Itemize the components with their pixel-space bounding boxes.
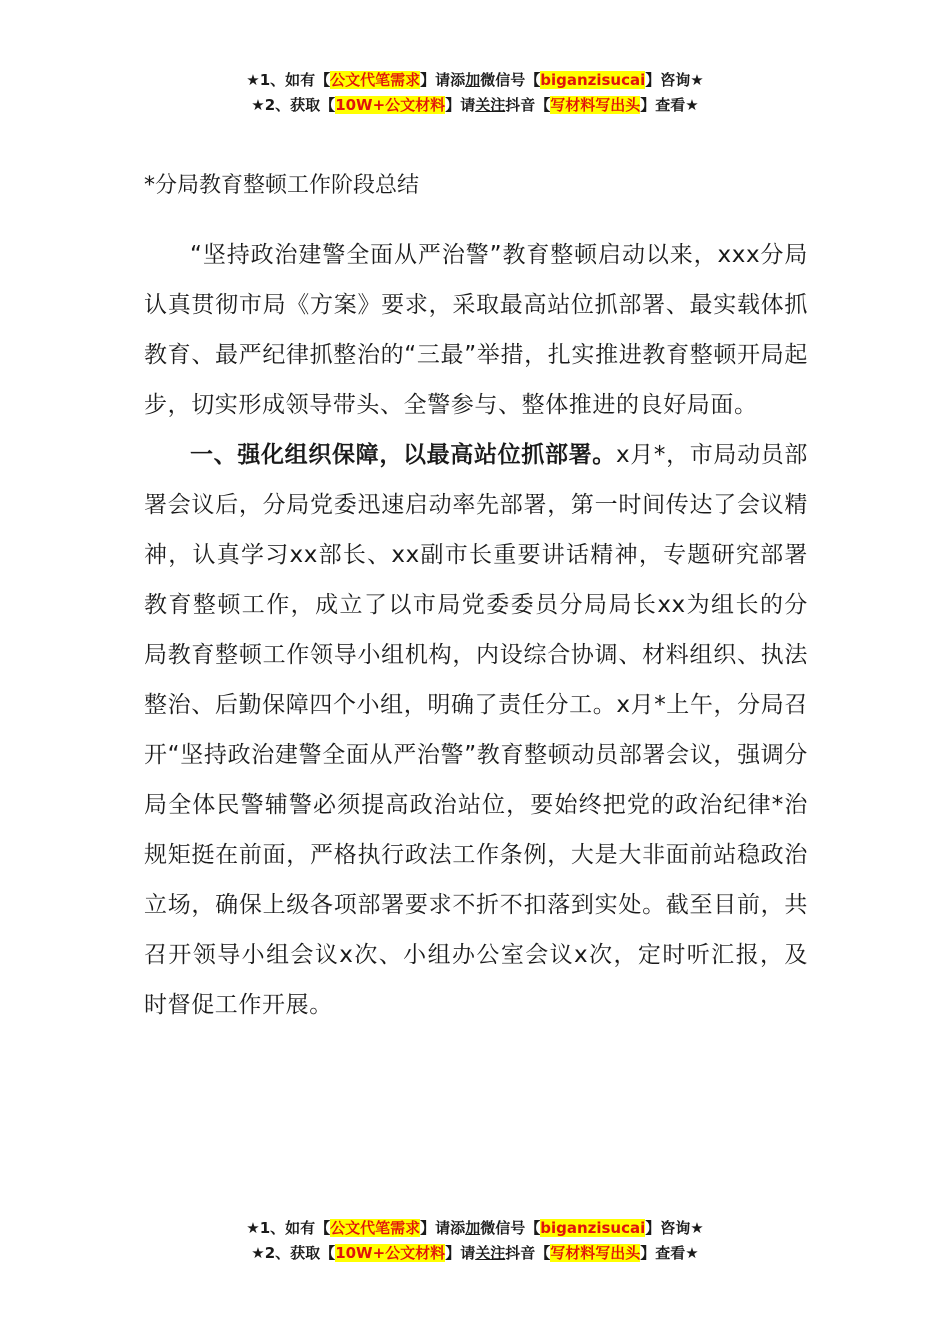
banner-text: 】请 bbox=[445, 96, 476, 114]
banner-highlight: biganzisucai bbox=[540, 1219, 646, 1237]
banner-text: ★2、获取【 bbox=[251, 96, 336, 114]
banner-highlight: biganzisucai bbox=[540, 71, 646, 89]
banner-text: 】请添 bbox=[420, 1219, 466, 1237]
banner-line-2 bbox=[0, 93, 950, 118]
banner-text: 抖音【 bbox=[505, 96, 551, 114]
banner-text: ★1、如有【 bbox=[246, 1219, 331, 1237]
banner-text: 】咨询★ bbox=[645, 1219, 704, 1237]
banner-text: 】查看★ bbox=[640, 1244, 699, 1262]
banner-highlight: 公文代笔需求 bbox=[330, 71, 421, 89]
banner-underlined-text: 加 bbox=[465, 71, 481, 89]
section-heading: 一、强化组织保障，以最高站位抓部署。 bbox=[190, 442, 616, 468]
banner-text: 】查看★ bbox=[640, 96, 699, 114]
banner-text: 微信号【 bbox=[480, 1219, 541, 1237]
banner-line-1 bbox=[0, 68, 950, 93]
banner-text: ★1、如有【 bbox=[246, 71, 331, 89]
banner-underlined-text: 关注 bbox=[475, 96, 506, 114]
banner-text: 】请 bbox=[445, 1244, 476, 1262]
banner-underlined-text: 关注 bbox=[475, 1244, 506, 1262]
bottom-banner bbox=[0, 1216, 950, 1266]
banner-line-1 bbox=[0, 1216, 950, 1241]
paragraph-section-1 bbox=[144, 430, 808, 1030]
banner-text: ★2、获取【 bbox=[251, 1244, 336, 1262]
banner-text: 】咨询★ bbox=[645, 71, 704, 89]
top-banner bbox=[0, 68, 950, 118]
section-body: x月*，市局动员部署会议后，分局党委迅速启动率先部署，第一时间传达了会议精神，认真学习xx部长、xx副市长重要讲话精神，专题研究部署教育整顿工作，成立了以市局党委委员分局局长xx为组长的分局教育整顿工作领导小组机构，内设综合协调、材料组织、执法整治、后勤保障四个小组，明确了责任分工。x月*上午，分局召开“坚持政治建警全面从严治警”教育整顿动员部署会议，强调分局全体民警辅警必须提高政治站位，要始终把党的政治纪律*治规矩挺在前面，严格执行政法工作条例，大是大非面前站稳政治立场，确保上级各项部署要求不折不扣落到实处。截至目前，共召开领导小组会议x次、小组办公室会议x次，定时听汇报，及时督促工作开展。 bbox=[144, 442, 808, 1018]
banner-highlight: 写材料写出头 bbox=[550, 1244, 641, 1262]
banner-highlight: 10W+公文材料 bbox=[335, 96, 446, 114]
document-title: *分局教育整顿工作阶段总结 bbox=[144, 173, 420, 198]
banner-highlight: 写材料写出头 bbox=[550, 96, 641, 114]
banner-highlight: 公文代笔需求 bbox=[330, 1219, 421, 1237]
banner-highlight: 10W+公文材料 bbox=[335, 1244, 446, 1262]
paragraph-intro: “坚持政治建警全面从严治警”教育整顿启动以来，xxx分局认真贯彻市局《方案》要求，采取最高站位抓部署、最实载体抓教育、最严纪律抓整治的“三最”举措，扎实推进教育整顿开局起步，切实形成领导带头、全警参与、整体推进的良好局面。 bbox=[144, 242, 808, 418]
banner-text: 微信号【 bbox=[480, 71, 541, 89]
banner-text: 抖音【 bbox=[505, 1244, 551, 1262]
document-body bbox=[144, 168, 808, 1030]
banner-line-2 bbox=[0, 1241, 950, 1266]
banner-underlined-text: 加 bbox=[465, 1219, 481, 1237]
banner-text: 】请添 bbox=[420, 71, 466, 89]
